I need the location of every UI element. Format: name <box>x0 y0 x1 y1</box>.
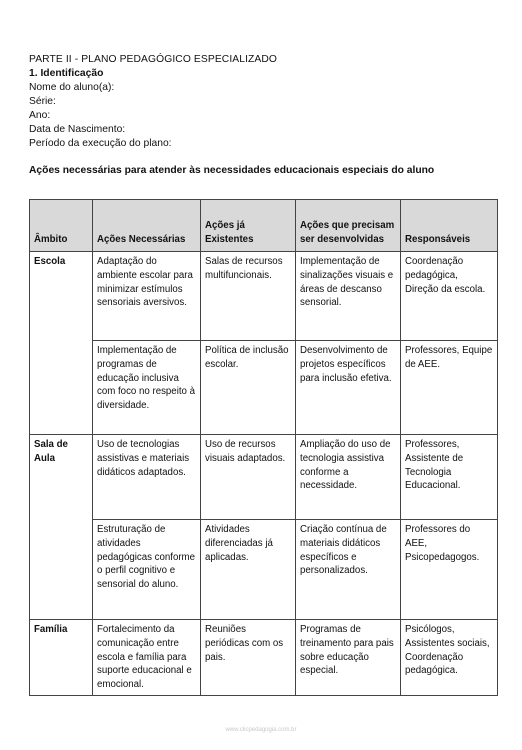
table-row <box>30 341 498 435</box>
cell-acoes-a-desenvolver: Ampliação do uso de tecnologia assistiva conforme a necessidade. <box>296 435 401 520</box>
field-student-name: Nome do aluno(a): <box>29 82 115 93</box>
cell-responsaveis: Professores, Equipe de AEE. <box>401 341 498 435</box>
table-row <box>30 620 498 696</box>
cell-acoes-a-desenvolver: Criação contínua de materiais didáticos específicos e personalizados. <box>296 520 401 620</box>
section-title: 1. Identificação <box>29 68 104 79</box>
cell-acoes-existentes: Atividades diferenciadas já aplicadas. <box>201 520 296 620</box>
cell-responsaveis: Professores, Assistente de Tecnologia Educacional. <box>401 435 498 520</box>
cell-acoes-a-desenvolver: Desenvolvimento de projetos específicos para inclusão efetiva. <box>296 341 401 435</box>
cell-acoes-existentes: Uso de recursos visuais adaptados. <box>201 435 296 520</box>
cell-acoes-necessarias: Adaptação do ambiente escolar para minimizar estímulos sensoriais aversivos. <box>93 252 201 341</box>
table-row <box>30 520 498 620</box>
table-row <box>30 435 498 520</box>
cell-acoes-a-desenvolver: Programas de treinamento para pais sobre educação especial. <box>296 620 401 696</box>
field-birth-date: Data de Nascimento: <box>29 124 126 135</box>
cell-responsaveis: Coordenação pedagógica, Direção da escola. <box>401 252 498 341</box>
table-header-row <box>30 200 498 252</box>
cell-acoes-a-desenvolver: Implementação de sinalizações visuais e áreas de descanso sensorial. <box>296 252 401 341</box>
cell-acoes-necessarias: Fortalecimento da comunicação entre escola e família para suporte educacional e emocional. <box>93 620 201 696</box>
column-header-acoes-necessarias: Ações Necessárias <box>93 200 201 252</box>
field-grade: Série: <box>29 96 56 107</box>
column-header-acoes-existentes: Ações já Existentes <box>201 200 296 252</box>
cell-acoes-necessarias: Implementação de programas de educação inclusiva com foco no respeito à diversidade. <box>93 341 201 435</box>
cell-acoes-necessarias: Estruturação de atividades pedagógicas conforme o perfil cognitivo e sensorial do aluno. <box>93 520 201 620</box>
actions-table <box>29 199 498 696</box>
ambito-cell: Sala de Aula <box>30 435 93 620</box>
table-row <box>30 252 498 341</box>
field-year: Ano: <box>29 110 51 121</box>
cell-acoes-existentes: Reuniões periódicas com os pais. <box>201 620 296 696</box>
ambito-cell: Família <box>30 620 93 696</box>
field-execution-period: Período da execução do plano: <box>29 138 172 149</box>
identification-header <box>29 53 277 151</box>
ambito-cell: Escola <box>30 252 93 435</box>
cell-acoes-existentes: Salas de recursos multifuncionais. <box>201 252 296 341</box>
actions-heading: Ações necessárias para atender às necessidades educacionais especiais do aluno <box>29 165 435 176</box>
column-header-responsaveis: Responsáveis <box>401 200 498 252</box>
footer-website: www.clicpedagogia.com.br <box>225 727 297 733</box>
cell-responsaveis: Professores do AEE, Psicopedagogos. <box>401 520 498 620</box>
cell-acoes-necessarias: Uso de tecnologias assistivas e materiais didáticos adaptados. <box>93 435 201 520</box>
part-title: PARTE II - PLANO PEDAGÓGICO ESPECIALIZADO <box>29 54 278 65</box>
cell-acoes-existentes: Política de inclusão escolar. <box>201 341 296 435</box>
column-header-ambito: Âmbito <box>30 200 93 252</box>
column-header-acoes-a-desenvolver: Ações que precisam ser desenvolvidas <box>296 200 401 252</box>
cell-responsaveis: Psicólogos, Assistentes sociais, Coordenação pedagógica. <box>401 620 498 696</box>
